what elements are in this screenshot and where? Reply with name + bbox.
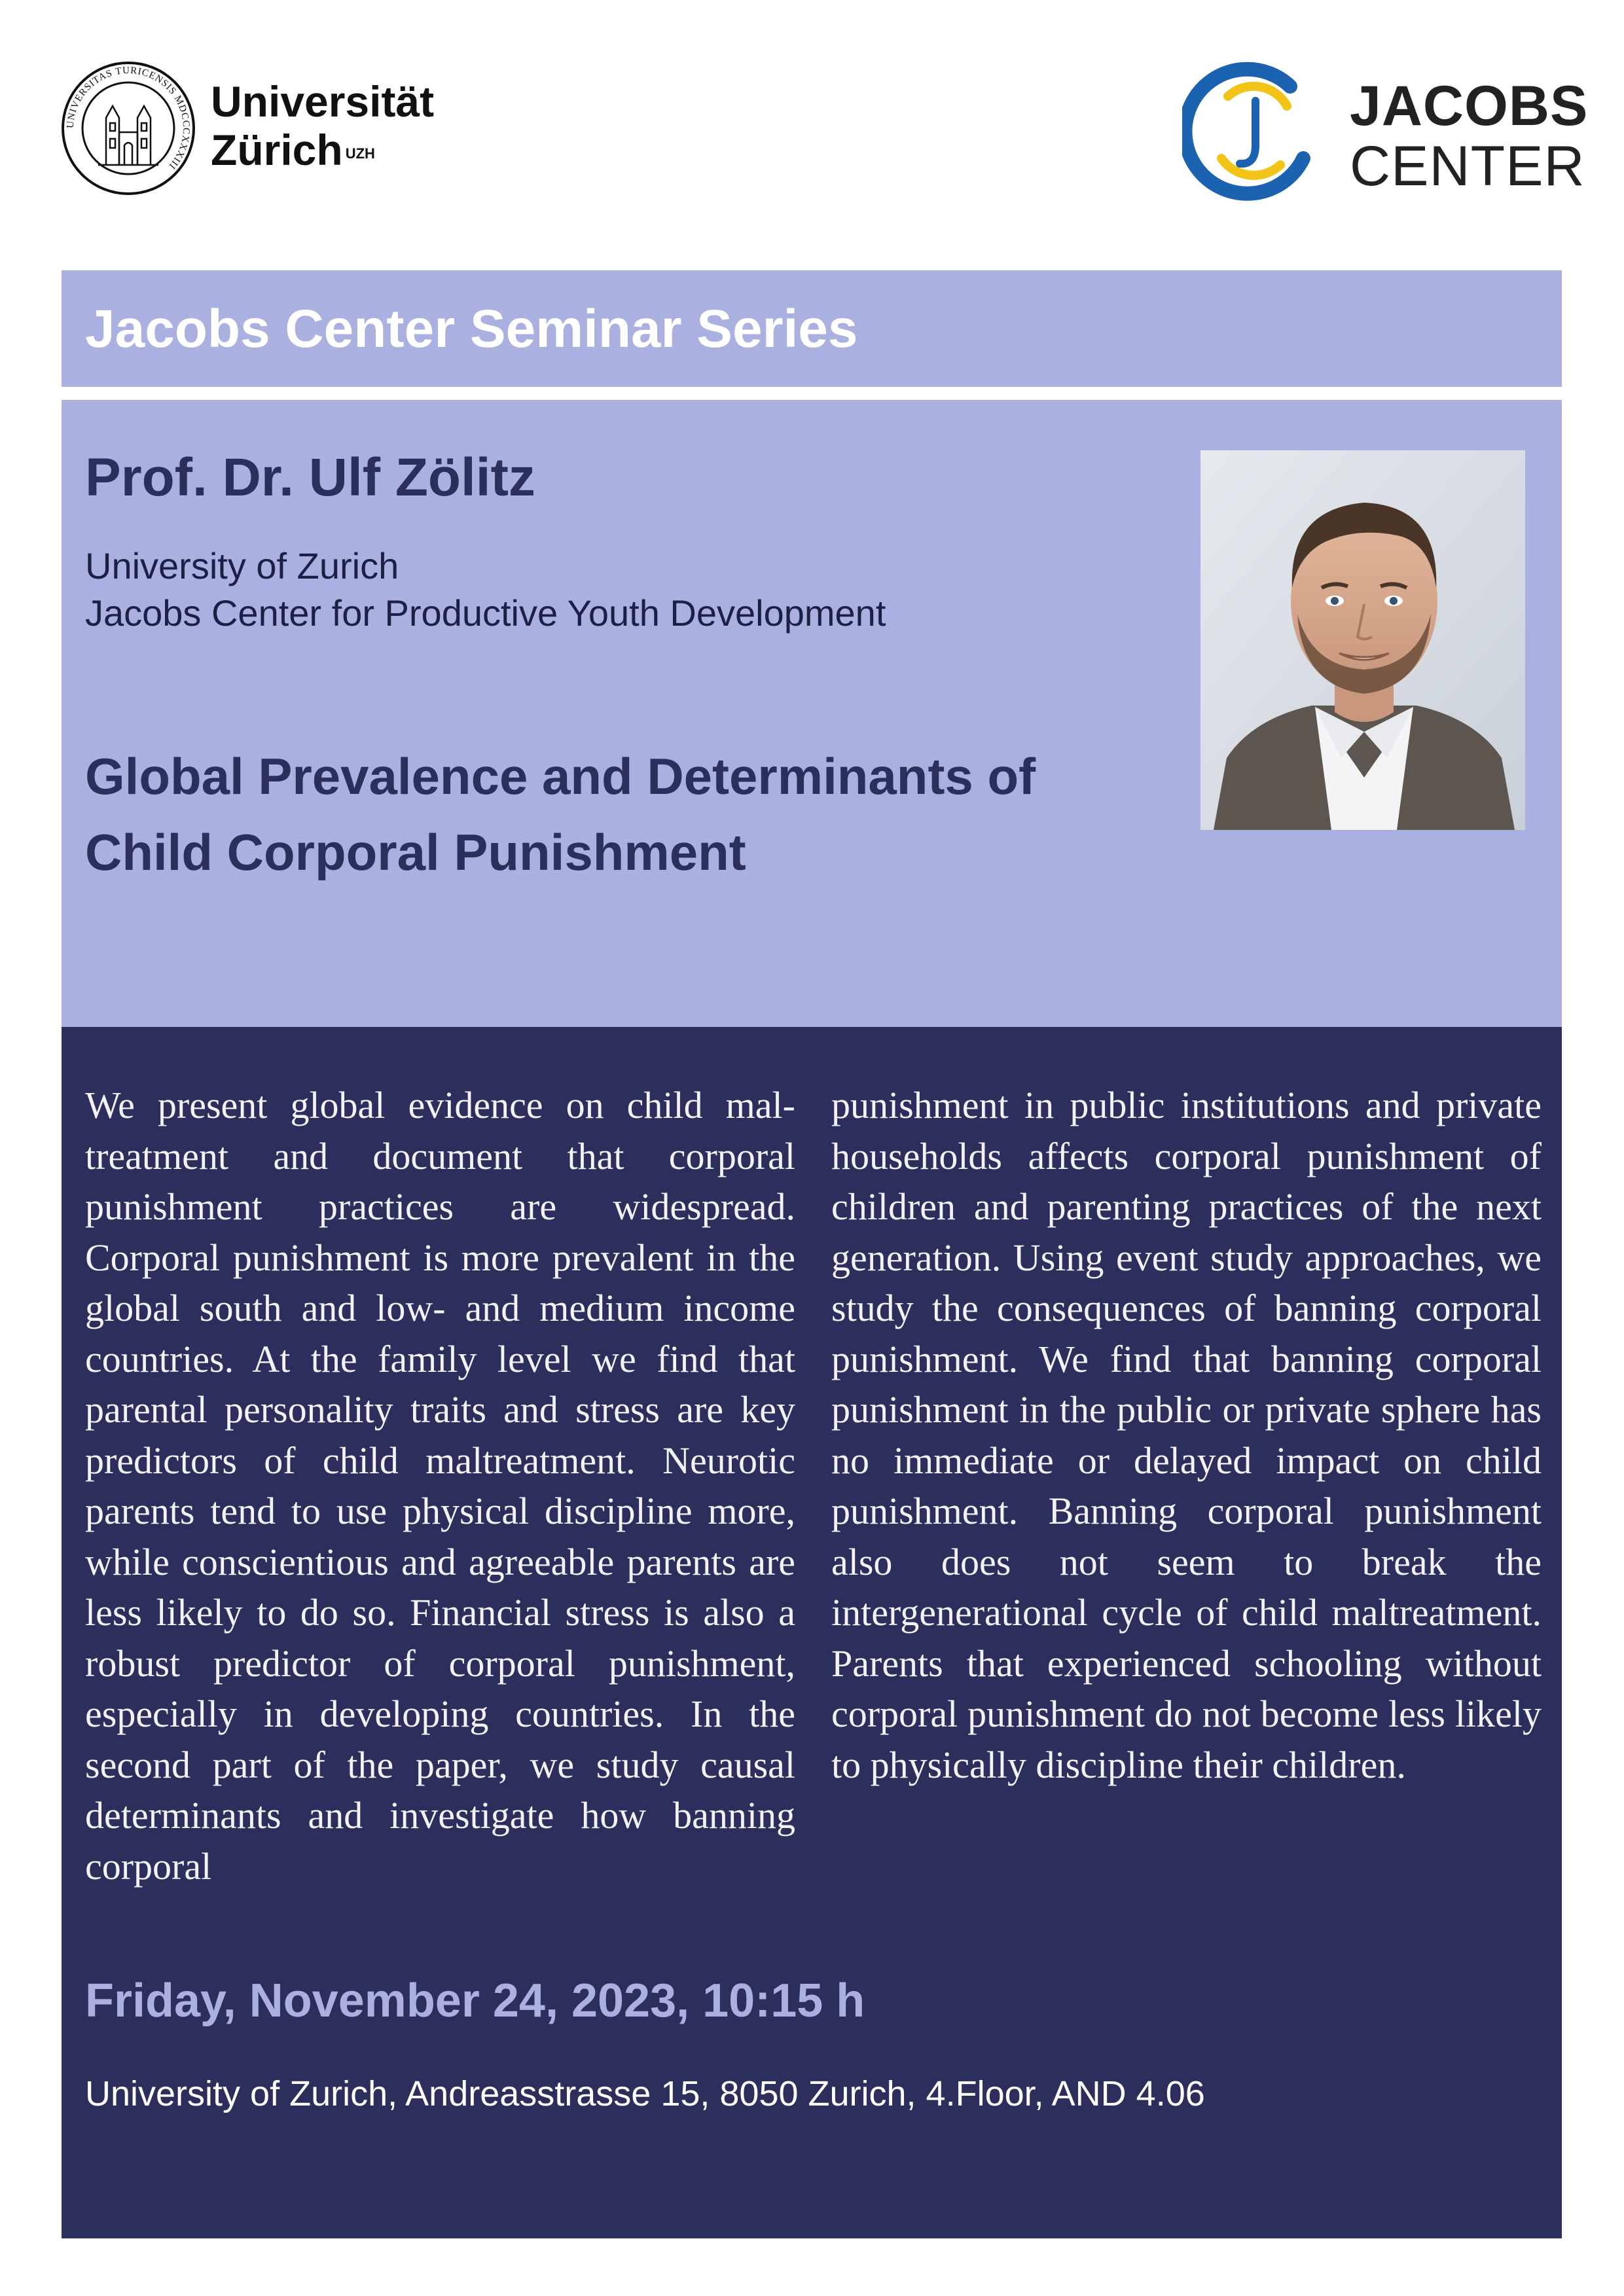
abstract-column-2: punishment in public institutions and private households affects corporal punishment of children and parenting practices of the next generation. Using event study approaches, we study the consequences of banning corporal punishment. We find that banning corporal punishment in the public or private sphere has no immediate or delayed impact on child punishment. Banning corporal punishment also does not seem to break the intergenerational cycle of child maltreatment. Parents that experienced schooling without corporal punishment do not become less likely to physically discipline their children. [831, 1084, 1542, 1786]
uzh-superscript: UZH [345, 145, 375, 162]
uzh-name-line1: Universität [211, 77, 435, 126]
svg-text:UNIVERSITAS TURICENSIS MDCCCXX: UNIVERSITAS TURICENSIS MDCCCXXXIII [65, 65, 192, 171]
uzh-name-zurich: Zürich [211, 126, 343, 174]
jacobs-center-logo [1182, 60, 1327, 206]
abstract-column-1: We present global evidence on child maltreatment and document that corporal punishment practices are widespread. Corporal punishment is more prevalent in the global south and low- and medium income countries. At the family level we find that parental personality traits and stress are key predictors of child maltreatment. Neurotic parents tend to use physical discipline more, while conscientious and agreeable parents are less likely to do so. Financial stress is also a robust predictor of corporal punishment, especially in developing countries. In the second part of the paper, we study causal determinants and investigate how banning corporal [85, 1084, 795, 1888]
jacobs-line2: CENTER [1350, 135, 1585, 198]
uzh-wordmark [211, 77, 434, 174]
talk-title: Global Prevalence and Determinants of Child Corporal Punishment [85, 747, 1036, 881]
speaker-name: Prof. Dr. Ulf Zölitz [85, 448, 535, 507]
speaker-affiliation-university: University of Zurich [85, 545, 399, 586]
series-title: Jacobs Center Seminar Series [85, 299, 858, 359]
uzh-seal-logo [60, 60, 196, 196]
jacobs-center-wordmark [1350, 76, 1588, 196]
svg-text:JC: JC [1182, 60, 1183, 61]
jacobs-line1: JACOBS [1350, 75, 1589, 137]
event-date-time: Friday, November 24, 2023, 10:15 h [85, 1975, 865, 2027]
speaker-affiliation-center: Jacobs Center for Productive Youth Development [85, 592, 886, 634]
uzh-name-line2 [211, 126, 434, 174]
banner-divider [62, 387, 1562, 400]
speaker-photo [1200, 450, 1525, 830]
event-location: University of Zurich, Andreasstrasse 15, 8050 Zurich, 4.Floor, AND 4.06 [85, 2074, 1205, 2113]
